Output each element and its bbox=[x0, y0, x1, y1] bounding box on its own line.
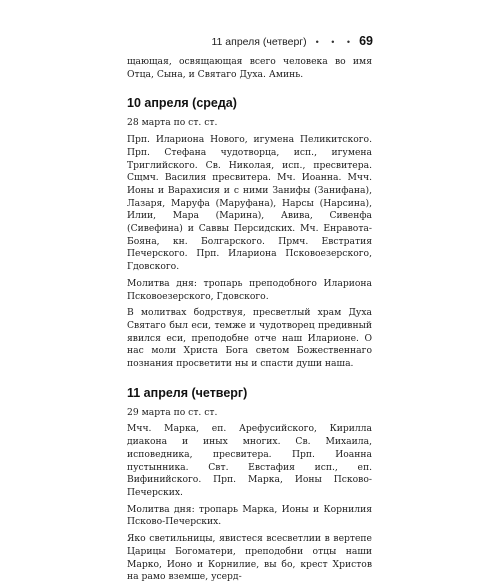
page-number: 69 bbox=[359, 34, 373, 48]
day2-saints: Мчч. Марка, еп. Арефусийского, Кирилла диакона и иных многих. Св. Михаила, исповедника, пресвитера. Прп. Иоанна пустынника. Свт. Евстафия исп., еп. Вифинийского. Прп. Марка, Ионы Псково-Печерских. bbox=[127, 423, 372, 498]
day2-heading: 11 апреля (четверг) bbox=[127, 385, 248, 400]
day1-old-style-date: 28 марта по ст. ст. bbox=[127, 117, 218, 129]
day1-saints: Прп. Илариона Нового, игумена Пеликитского. Прп. Стефана чудотворца, исп., игумена Триглийского. Св. Николая, исп., пресвитера. Сщмч. Василия пресвитера. Мч. Иоанна. Мчч. Ионы и Варахисия и с ними Занифы (Занифана), Лазаря, Маруфа (Маруфана), Нарсы (Нарсина), Илии, Мара (Марина), Авива, Сивенфа (Сивефина) и Саввы Персидских. Мч. Енравота-Бояна, кн. Болгарского. Прмч. Евстратия Печерского. Прп. Илариона Псковоезерского, Гдовского. bbox=[127, 134, 372, 273]
page-content bbox=[127, 56, 372, 584]
day1-troparion: В молитвах бодрствуя, пресветлый храм Духа Святаго был еси, темже и чудотворец предивный явился еси, преподобне отче наш Иларионе. О нас моли Христа Бога светом Божественнаго познания просветити ны и спасти души наша. bbox=[127, 307, 372, 370]
running-title: 11 апреля (четверг) bbox=[211, 36, 307, 48]
intro-paragraph: щающая, освящающая всего человека во имя Отца, Сына, и Святаго Духа. Аминь. bbox=[127, 56, 372, 80]
day2-old-style-date: 29 марта по ст. ст. bbox=[127, 406, 218, 418]
day1-heading: 10 апреля (среда) bbox=[127, 96, 237, 111]
header-dots: • • • bbox=[315, 37, 356, 47]
page-header bbox=[211, 34, 373, 48]
day2-troparion: Яко светильницы, явистеся всесветлии в вертепе Царицы Богоматери, преподобни отцы наши Марко, Ионо и Корнилие, вы бо, крест Христов на рамо вземше, усерд- bbox=[127, 533, 372, 583]
day1-prayer-label: Молитва дня: тропарь преподобного Илариона Псковоезерского, Гдовского. bbox=[127, 277, 372, 302]
day2-prayer-label: Молитва дня: тропарь Марка, Ионы и Корнилия Псково-Печерских. bbox=[127, 503, 372, 528]
